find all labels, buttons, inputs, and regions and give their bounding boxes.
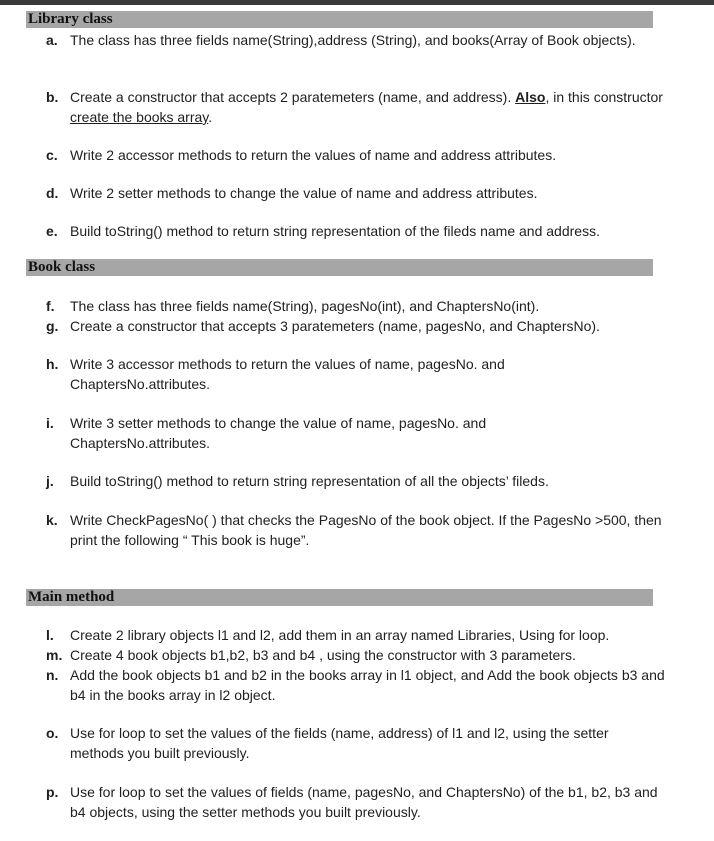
list-item-g <box>46 316 666 336</box>
item-letter: i. <box>46 415 54 431</box>
item-letter: l. <box>46 627 54 643</box>
item-text-emphasis: Also <box>515 89 546 105</box>
list-item-d <box>46 183 666 203</box>
item-letter: p. <box>46 784 59 800</box>
item-text: Use for loop to set the values of fields (name, pagesNo, and ChaptersNo) of the b1, b2, b3 and b4 objects, using the setter methods you built previously. <box>70 784 658 820</box>
list-item-b <box>46 87 666 127</box>
list-item-o <box>46 723 666 763</box>
item-text: Add the book objects b1 and b2 in the books array in l1 object, and Add the book objects b3 and b4 in the books array in l2 object. <box>70 667 665 703</box>
list-item-h <box>46 354 666 394</box>
item-letter: k. <box>46 512 58 528</box>
list-item-a <box>46 30 666 50</box>
item-text: Write 3 accessor methods to return the values of name, pagesNo. and ChaptersNo.attributes. <box>70 356 505 392</box>
list-item-f <box>46 296 666 316</box>
list-item-j <box>46 471 666 491</box>
list-item-e <box>46 221 666 241</box>
item-text: Write CheckPagesNo( ) that checks the PagesNo of the book object. If the PagesNo >500, then print the following “ This book is huge”. <box>70 512 662 548</box>
list-item-m <box>46 645 666 665</box>
section-header-main: Main method <box>26 589 653 606</box>
item-letter: a. <box>46 32 58 48</box>
list-item-i <box>46 413 666 453</box>
item-letter: c. <box>46 147 58 163</box>
item-text: The class has three fields name(String),address (String), and books(Array of Book objects). <box>70 32 636 48</box>
list-item-n <box>46 665 666 705</box>
list-item-c <box>46 145 666 165</box>
item-text-mid: , in this constructor <box>545 89 663 105</box>
item-letter: d. <box>46 185 59 201</box>
item-letter: h. <box>46 356 59 372</box>
item-text: Create 2 library objects l1 and l2, add them in an array named Libraries, Using for loop. <box>70 627 610 643</box>
item-text: Create 4 book objects b1,b2, b3 and b4 , using the constructor with 3 parameters. <box>70 647 576 663</box>
item-letter: f. <box>46 298 55 314</box>
item-text: Write 2 accessor methods to return the values of name and address attributes. <box>70 147 557 163</box>
item-text: Build toString() method to return string representation of all the objects’ fileds. <box>70 473 549 489</box>
item-letter: j. <box>46 473 54 489</box>
item-text: Use for loop to set the values of the fields (name, address) of l1 and l2, using the setter methods you built previously. <box>70 725 609 761</box>
list-item-k <box>46 510 666 550</box>
top-rule <box>0 0 714 5</box>
item-text <box>70 87 666 127</box>
item-text: Write 3 setter methods to change the value of name, pagesNo. and ChaptersNo.attributes. <box>70 415 487 451</box>
item-text: Write 2 setter methods to change the value of name and address attributes. <box>70 185 538 201</box>
section-header-book: Book class <box>26 259 653 276</box>
item-text: Build toString() method to return string representation of the fileds name and address. <box>70 223 600 239</box>
item-letter: o. <box>46 725 59 741</box>
list-item-p <box>46 782 666 822</box>
item-letter: b. <box>46 89 59 105</box>
item-text: Create a constructor that accepts 3 paratemeters (name, pagesNo, and ChaptersNo). <box>70 318 600 334</box>
item-letter: g. <box>46 318 59 334</box>
item-text: The class has three fields name(String), pagesNo(int), and ChaptersNo(int). <box>70 298 540 314</box>
item-letter: e. <box>46 223 58 239</box>
item-text-post: . <box>208 109 213 125</box>
item-letter: m. <box>46 647 63 663</box>
item-text-underlined: create the books array <box>70 109 209 125</box>
list-item-l <box>46 625 666 645</box>
item-text-pre: Create a constructor that accepts 2 paratemeters (name, and address). <box>70 89 516 105</box>
section-header-library: Library class <box>26 11 653 28</box>
item-letter: n. <box>46 667 59 683</box>
